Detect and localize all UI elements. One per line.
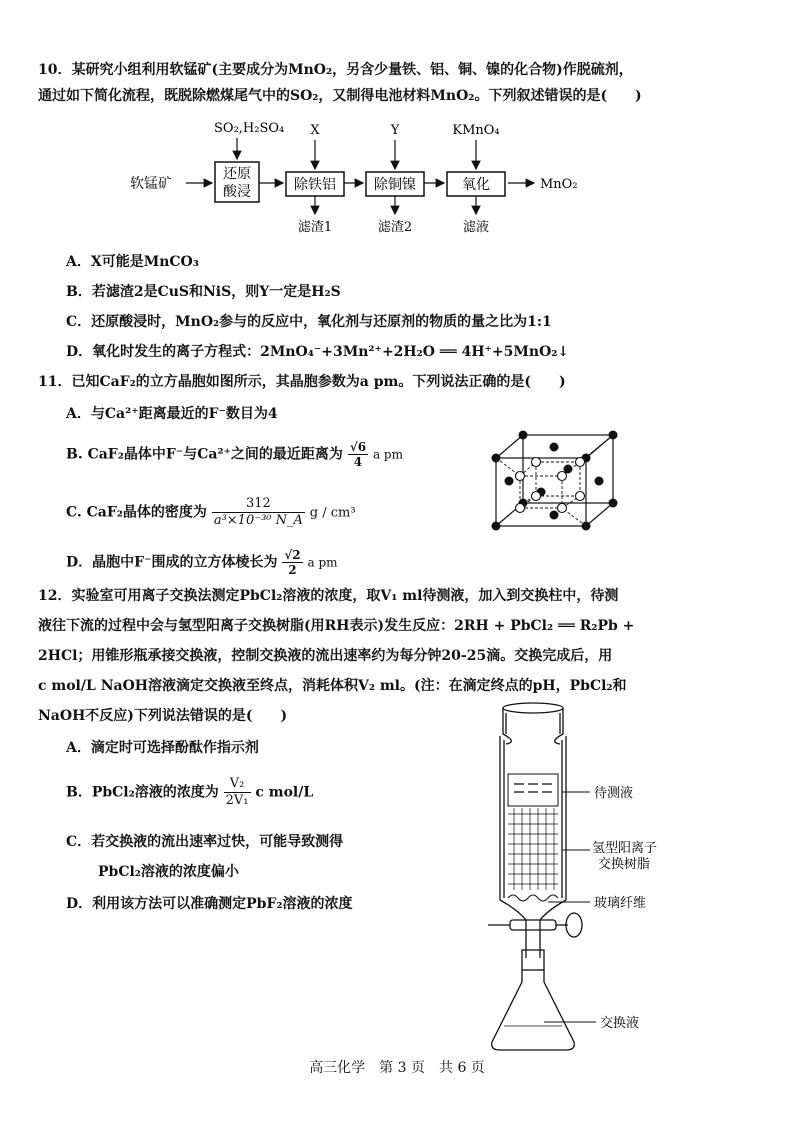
label-glass-fiber: 玻璃纤维 (594, 896, 647, 911)
q11-option-d (66, 548, 338, 577)
flow-start: 软锰矿 (130, 176, 172, 192)
flow-residue2: 滤渣2 (377, 220, 413, 235)
q11-option-b-text: B. CaF₂晶体中F⁻与Ca²⁺之间的最近距离为 (66, 446, 343, 463)
caf2-unit-cell-figure (478, 420, 628, 540)
flow-reagent2: X (310, 123, 320, 138)
q11-c-num: 312 (212, 496, 305, 513)
flow-box3: 除铜镍 (374, 177, 416, 193)
q11-option-b (66, 440, 403, 469)
label-resin-line2: 交换树脂 (598, 857, 651, 872)
q11-option-a: A．与Ca²⁺距离最近的F⁻数目为4 (66, 406, 278, 422)
q12-option-c-line1: C．若交换液的流出速率过快，可能导致测得 (66, 834, 344, 850)
q11-d-den: 2 (288, 563, 297, 577)
q12-line3: 2HCl；用锥形瓶承接交换液，控制交换液的流出速率约为每分钟20-25滴。交换完成后，用 (38, 648, 613, 664)
q11-c-unit: g / cm³ (309, 505, 356, 521)
q11-option-c (66, 496, 356, 529)
q11-d-num: √2 (284, 548, 301, 562)
q11-option-c-text: C. CaF₂晶体的密度为 (66, 504, 207, 521)
q12-option-d: D．利用该方法可以准确测定PbF₂溶液的浓度 (66, 896, 353, 912)
flow-box1-line1: 还原 (223, 166, 251, 182)
q12-line5: NaOH不反应)下列说法错误的是( ) (38, 708, 288, 724)
flow-box4: 氧化 (462, 177, 490, 193)
q12-b-den: 2V₁ (225, 793, 249, 808)
label-exchange-liquid: 交换液 (600, 1016, 640, 1031)
flow-reagent1: SO₂,H₂SO₄ (214, 121, 285, 136)
q12-line1: 12．实验室可用离子交换法测定PbCl₂溶液的浓度，取V₁ ml待测液，加入到交换柱中，待测 (38, 588, 619, 604)
label-sample-liquid: 待测液 (594, 786, 634, 801)
q10-option-d: D．氧化时发生的离子方程式：2MnO₄⁻+3Mn²⁺+2H₂O ══ 4H⁺+5MnO₂↓ (66, 344, 570, 360)
q10-option-c: C．还原酸浸时，MnO₂参与的反应中，氧化剂与还原剂的物质的量之比为1:1 (66, 314, 552, 330)
q11-option-d-text: D．晶胞中F⁻围成的立方体棱长为 (66, 554, 278, 571)
q11-stem: 11．已知CaF₂的立方晶胞如图所示，其晶胞参数为a pm。下列说法正确的是( ) (38, 374, 566, 390)
q11-b-unit: a pm (372, 447, 403, 462)
ion-exchange-apparatus (478, 700, 678, 1060)
q11-b-den: 4 (353, 455, 363, 469)
q12-option-a: A．滴定时可选择酚酞作指示剂 (66, 740, 259, 756)
q12-line4: c mol/L NaOH溶液滴定交换液至终点，消耗体积V₂ ml。(注：在滴定终点的pH，PbCl₂和 (38, 678, 627, 694)
q12-b-num: V₂ (224, 776, 251, 793)
flow-residue3: 滤液 (462, 220, 490, 235)
q12-option-b-text: B．PbCl₂溶液的浓度为 (66, 784, 219, 801)
q10-option-b: B．若滤渣2是CuS和NiS，则Y一定是H₂S (66, 284, 341, 300)
q12-b-unit: c mol/L (255, 784, 314, 801)
q12-line2: 液往下流的过程中会与氢型阳离子交换树脂(用RH表示)发生反应：2RH + PbCl₂ ══ R₂Pb + (38, 618, 635, 634)
page-footer: 高三化学 第 3 页 共 6 页 (309, 1060, 485, 1076)
flow-reagent3: Y (390, 123, 400, 138)
q11-c-den: a³×10⁻³⁰ N_A (213, 513, 303, 528)
q10-option-a: A．X可能是MnCO₃ (66, 254, 199, 270)
q10-stem-line1: 10．某研究小组利用软锰矿(主要成分为MnO₂，另含少量铁、铝、铜、镍的化合物)作脱硫剂， (38, 62, 633, 78)
q11-b-num: √6 (349, 440, 367, 454)
flow-reagent4: KMnO₄ (452, 123, 500, 138)
label-resin-line1: 氢型阳离子 (592, 841, 658, 856)
flow-end: MnO₂ (540, 177, 578, 192)
q10-flow-diagram (120, 118, 600, 240)
flow-box2: 除铁铝 (294, 177, 336, 193)
q12-option-b (66, 776, 313, 809)
flow-box1-line2: 酸浸 (223, 184, 251, 200)
q12-option-c-line2: PbCl₂溶液的浓度偏小 (98, 864, 239, 880)
flow-residue1: 滤渣1 (297, 220, 333, 235)
q11-d-unit: a pm (307, 555, 338, 570)
q10-stem-line2: 通过如下简化流程，既脱除燃煤尾气中的SO₂，又制得电池材料MnO₂。下列叙述错误的是( ) (38, 88, 642, 104)
